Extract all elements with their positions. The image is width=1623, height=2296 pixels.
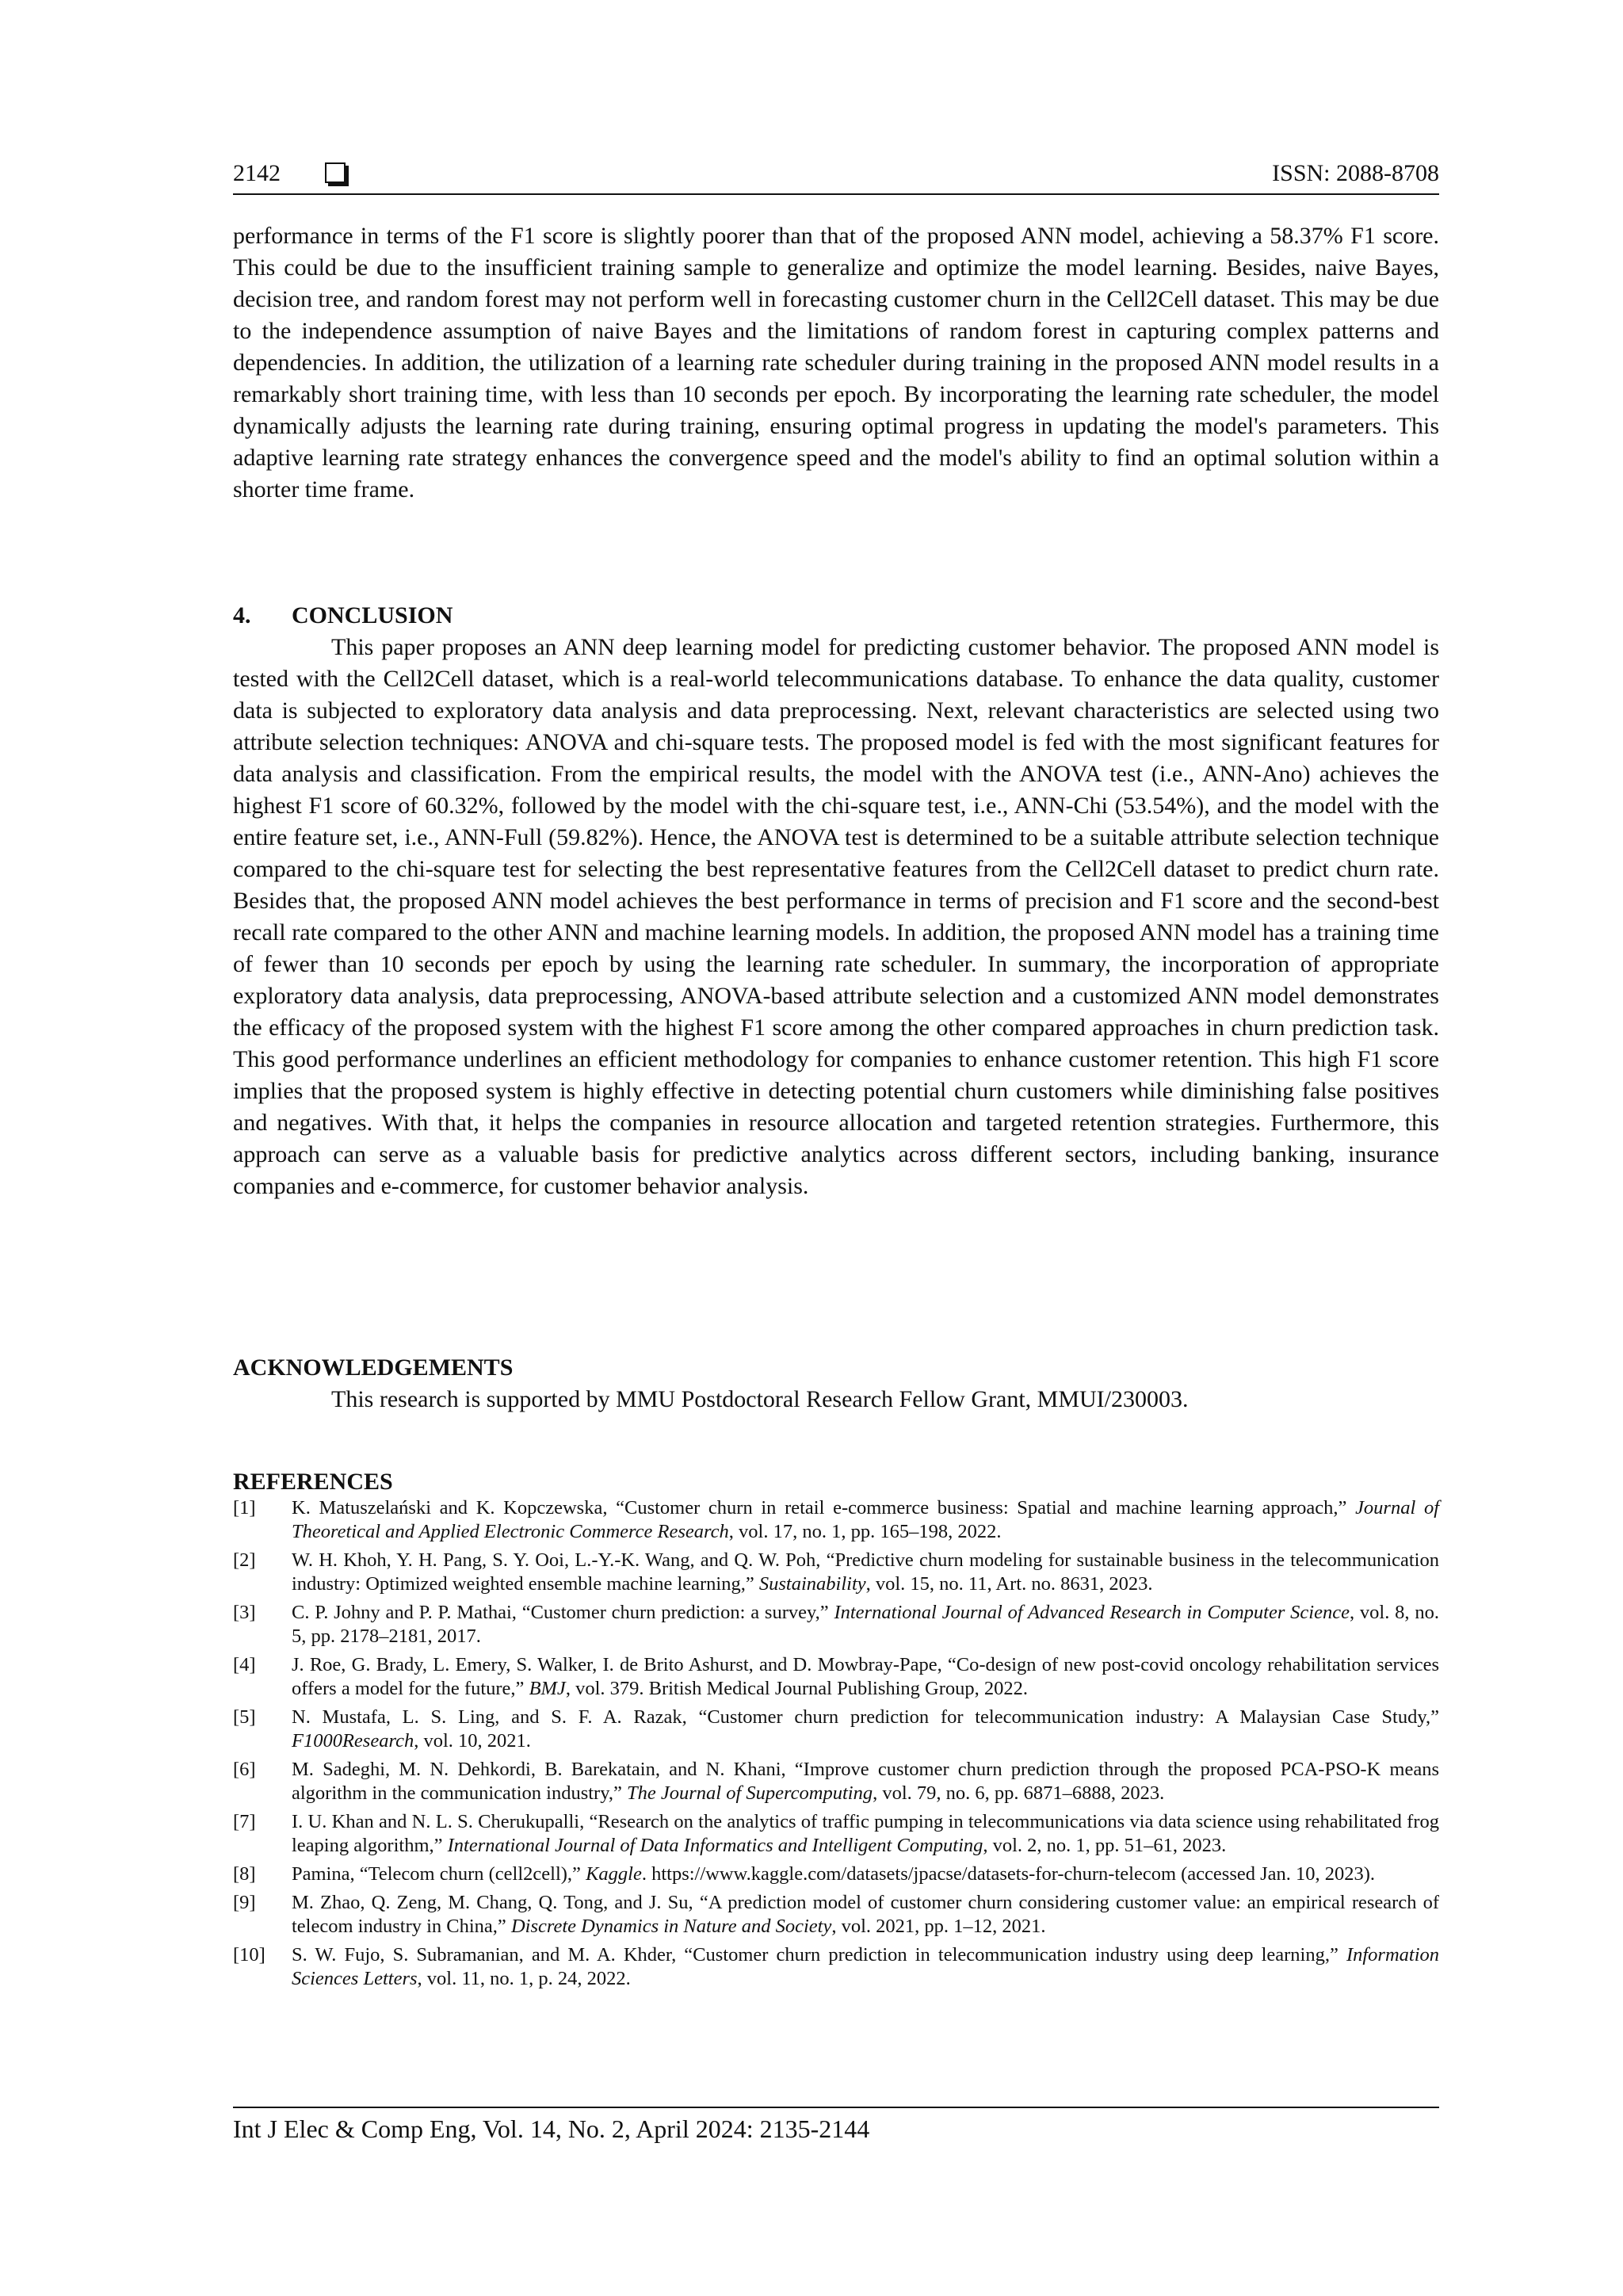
reference-item [233, 1601, 1439, 1648]
references-heading: REFERENCES [233, 1469, 393, 1495]
page-footer: Int J Elec & Comp Eng, Vol. 14, No. 2, April 2024: 2135-2144 [233, 2115, 870, 2143]
reference-venue: Discrete Dynamics in Nature and Society [510, 1916, 832, 1937]
reference-venue: Journal of Theoretical and Applied Electronic Commerce Research [292, 1497, 1439, 1542]
reference-text: S. W. Fujo, S. Subramanian, and M. A. Khder, “Customer churn prediction in telecommunication industry using deep learning,” [292, 1944, 1346, 1966]
reference-details: , vol. 2, no. 1, pp. 51–61, 2023. [983, 1835, 1227, 1856]
reference-item [233, 1758, 1439, 1805]
reference-item [233, 1496, 1439, 1544]
reference-details: , vol. 79, no. 6, pp. 6871–6888, 2023. [873, 1782, 1165, 1804]
reference-item [233, 1943, 1439, 1991]
reference-details: . https://www.kaggle.com/datasets/jpacse/datasets-for-churn-telecom (accessed Jan. 10, 2023). [641, 1863, 1376, 1885]
reference-text: W. H. Khoh, Y. H. Pang, S. Y. Ooi, L.-Y.-K. Wang, and Q. W. Poh, “Predictive churn modeling for sustainable business in the telecommunication industry: Optimized weighted ensemble machine learning,” [292, 1549, 1439, 1595]
references-list [233, 1496, 1439, 1996]
reference-text: I. U. Khan and N. L. S. Cherukupalli, “Research on the analytics of traffic pumping in telecommunications via data science using rehabilitated frog leaping algorithm,” [292, 1811, 1439, 1856]
reference-venue: F1000Research [292, 1730, 414, 1752]
page-header [233, 155, 1439, 195]
reference-text: C. P. Johny and P. P. Mathai, “Customer churn prediction: a survey,” [292, 1602, 834, 1623]
reference-details: , vol. 8, no. 5, pp. 2178–2181, 2017. [292, 1602, 1439, 1647]
conclusion-body [233, 632, 1439, 1202]
page-number: 2142 [233, 160, 281, 186]
reference-number: [3] [233, 1602, 256, 1623]
reference-text: N. Mustafa, L. S. Ling, and S. F. A. Razak, “Customer churn prediction for telecommunication industry: A Malaysian Case Study,” [292, 1706, 1439, 1728]
reference-details: , vol. 15, no. 11, Art. no. 8631, 2023. [865, 1573, 1153, 1595]
intro-paragraph-block [233, 220, 1439, 506]
reference-details: , vol. 379. British Medical Journal Publishing Group, 2022. [565, 1678, 1029, 1699]
issn: ISSN: 2088-8708 [1272, 160, 1439, 186]
reference-text: M. Zhao, Q. Zeng, M. Chang, Q. Tong, and J. Su, “A prediction model of customer churn considering customer value: an empirical research of telecom industry in China,” [292, 1892, 1439, 1937]
reference-item [233, 1653, 1439, 1701]
reference-number: [10] [233, 1944, 265, 1966]
reference-item [233, 1891, 1439, 1939]
reference-venue: The Journal of Supercomputing [627, 1782, 873, 1804]
reference-number: [4] [233, 1654, 256, 1675]
reference-item [233, 1549, 1439, 1596]
acknowledgements-body [233, 1384, 1439, 1415]
reference-item [233, 1706, 1439, 1753]
reference-text: M. Sadeghi, M. N. Dehkordi, B. Barekatain, and N. Khani, “Improve customer churn prediction through the proposed PCA-PSO-K means algorithm in the communication industry,” [292, 1759, 1439, 1804]
reference-venue: International Journal of Data Informatics and Intelligent Computing [447, 1835, 983, 1856]
reference-details: , vol. 11, no. 1, p. 24, 2022. [417, 1968, 631, 1989]
intro-paragraph: performance in terms of the F1 score is slightly poorer than that of the proposed ANN model, achieving a 58.37% F1 score. This could be due to the insufficient training sample to generalize and optimize the model learning. Besides, naive Bayes, decision tree, and random forest may not perform well in forecasting customer churn in the Cell2Cell dataset. This may be due to the independence assumption of naive Bayes and the limitations of random forest in capturing complex patterns and dependencies. In addition, the utilization of a learning rate scheduler during training in the proposed ANN model results in a remarkably short training time, with less than 10 seconds per epoch. By incorporating the learning rate scheduler, the model dynamically adjusts the learning rate during training, ensuring optimal progress in updating the model's parameters. This adaptive learning rate strategy enhances the convergence speed and the model's ability to find an optimal solution within a shorter time frame. [233, 223, 1439, 502]
reference-number: [8] [233, 1863, 256, 1885]
reference-venue: Sustainability [758, 1573, 866, 1595]
conclusion-heading [233, 600, 453, 632]
reference-details: , vol. 17, no. 1, pp. 165–198, 2022. [728, 1521, 1002, 1542]
reference-item [233, 1862, 1439, 1886]
reference-item [233, 1810, 1439, 1858]
box-bullet-icon [325, 162, 346, 183]
reference-venue: BMJ [529, 1678, 566, 1699]
reference-number: [6] [233, 1759, 256, 1780]
reference-number: [2] [233, 1549, 256, 1571]
reference-text: J. Roe, G. Brady, L. Emery, S. Walker, I. de Brito Ashurst, and D. Mowbray-Pape, “Co-design of new post-covid oncology rehabilitation services offers a model for the future,” [292, 1654, 1439, 1699]
reference-venue: Kaggle [586, 1863, 642, 1885]
reference-number: [7] [233, 1811, 256, 1832]
reference-text: K. Matuszelański and K. Kopczewska, “Customer churn in retail e-commerce business: Spatial and machine learning approach,” [292, 1497, 1356, 1519]
acknowledgements-heading: ACKNOWLEDGEMENTS [233, 1354, 514, 1381]
reference-number: [1] [233, 1497, 256, 1519]
reference-venue: International Journal of Advanced Research in Computer Science [834, 1602, 1350, 1623]
reference-venue: Information Sciences Letters [292, 1944, 1439, 1989]
header-divider [233, 193, 1439, 195]
conclusion-paragraph: This paper proposes an ANN deep learning model for predicting customer behavior. The proposed ANN model is tested with the Cell2Cell dataset, which is a real-world telecommunications database. To enhance the data quality, customer data is subjected to exploratory data analysis and data preprocessing. Next, relevant characteristics are selected using two attribute selection techniques: ANOVA and chi-square tests. The proposed model is fed with the most significant features for data analysis and classification. From the empirical results, the model with the ANOVA test (i.e., ANN-Ano) achieves the highest F1 score of 60.32%, followed by the model with the chi-square test, i.e., ANN-Chi (53.54%), and the model with the entire feature set, i.e., ANN-Full (59.82%). Hence, the ANOVA test is determined to be a suitable attribute selection technique compared to the chi-square test for selecting the best representative features from the Cell2Cell dataset to predict churn rate. Besides that, the proposed ANN model achieves the best performance in terms of precision and F1 score and the second-best recall rate compared to the other ANN and machine learning models. In addition, the proposed ANN model has a training time of fewer than 10 seconds per epoch by using the learning rate scheduler. In summary, the incorporation of appropriate exploratory data analysis, data preprocessing, ANOVA-based attribute selection and a customized ANN model demonstrates the efficacy of the proposed system with the highest F1 score among the other compared approaches in churn prediction task. This good performance underlines an efficient methodology for companies to enhance customer retention. This high F1 score implies that the proposed system is highly effective in detecting potential churn customers while diminishing false positives and negatives. With that, it helps the companies in resource allocation and targeted retention strategies. Furthermore, this approach can serve as a valuable basis for predictive analytics across different sectors, including banking, insurance companies and e-commerce, for customer behavior analysis. [233, 634, 1439, 1199]
reference-details: , vol. 10, 2021. [414, 1730, 531, 1752]
reference-details: , vol. 2021, pp. 1–12, 2021. [831, 1916, 1046, 1937]
footer-divider [233, 2107, 1439, 2108]
conclusion-number: 4. [233, 602, 251, 628]
reference-number: [5] [233, 1706, 256, 1728]
reference-number: [9] [233, 1892, 256, 1913]
reference-text: Pamina, “Telecom churn (cell2cell),” [292, 1863, 586, 1885]
acknowledgements-paragraph: This research is supported by MMU Postdoctoral Research Fellow Grant, MMUI/230003. [331, 1386, 1189, 1412]
conclusion-title: CONCLUSION [292, 602, 453, 628]
